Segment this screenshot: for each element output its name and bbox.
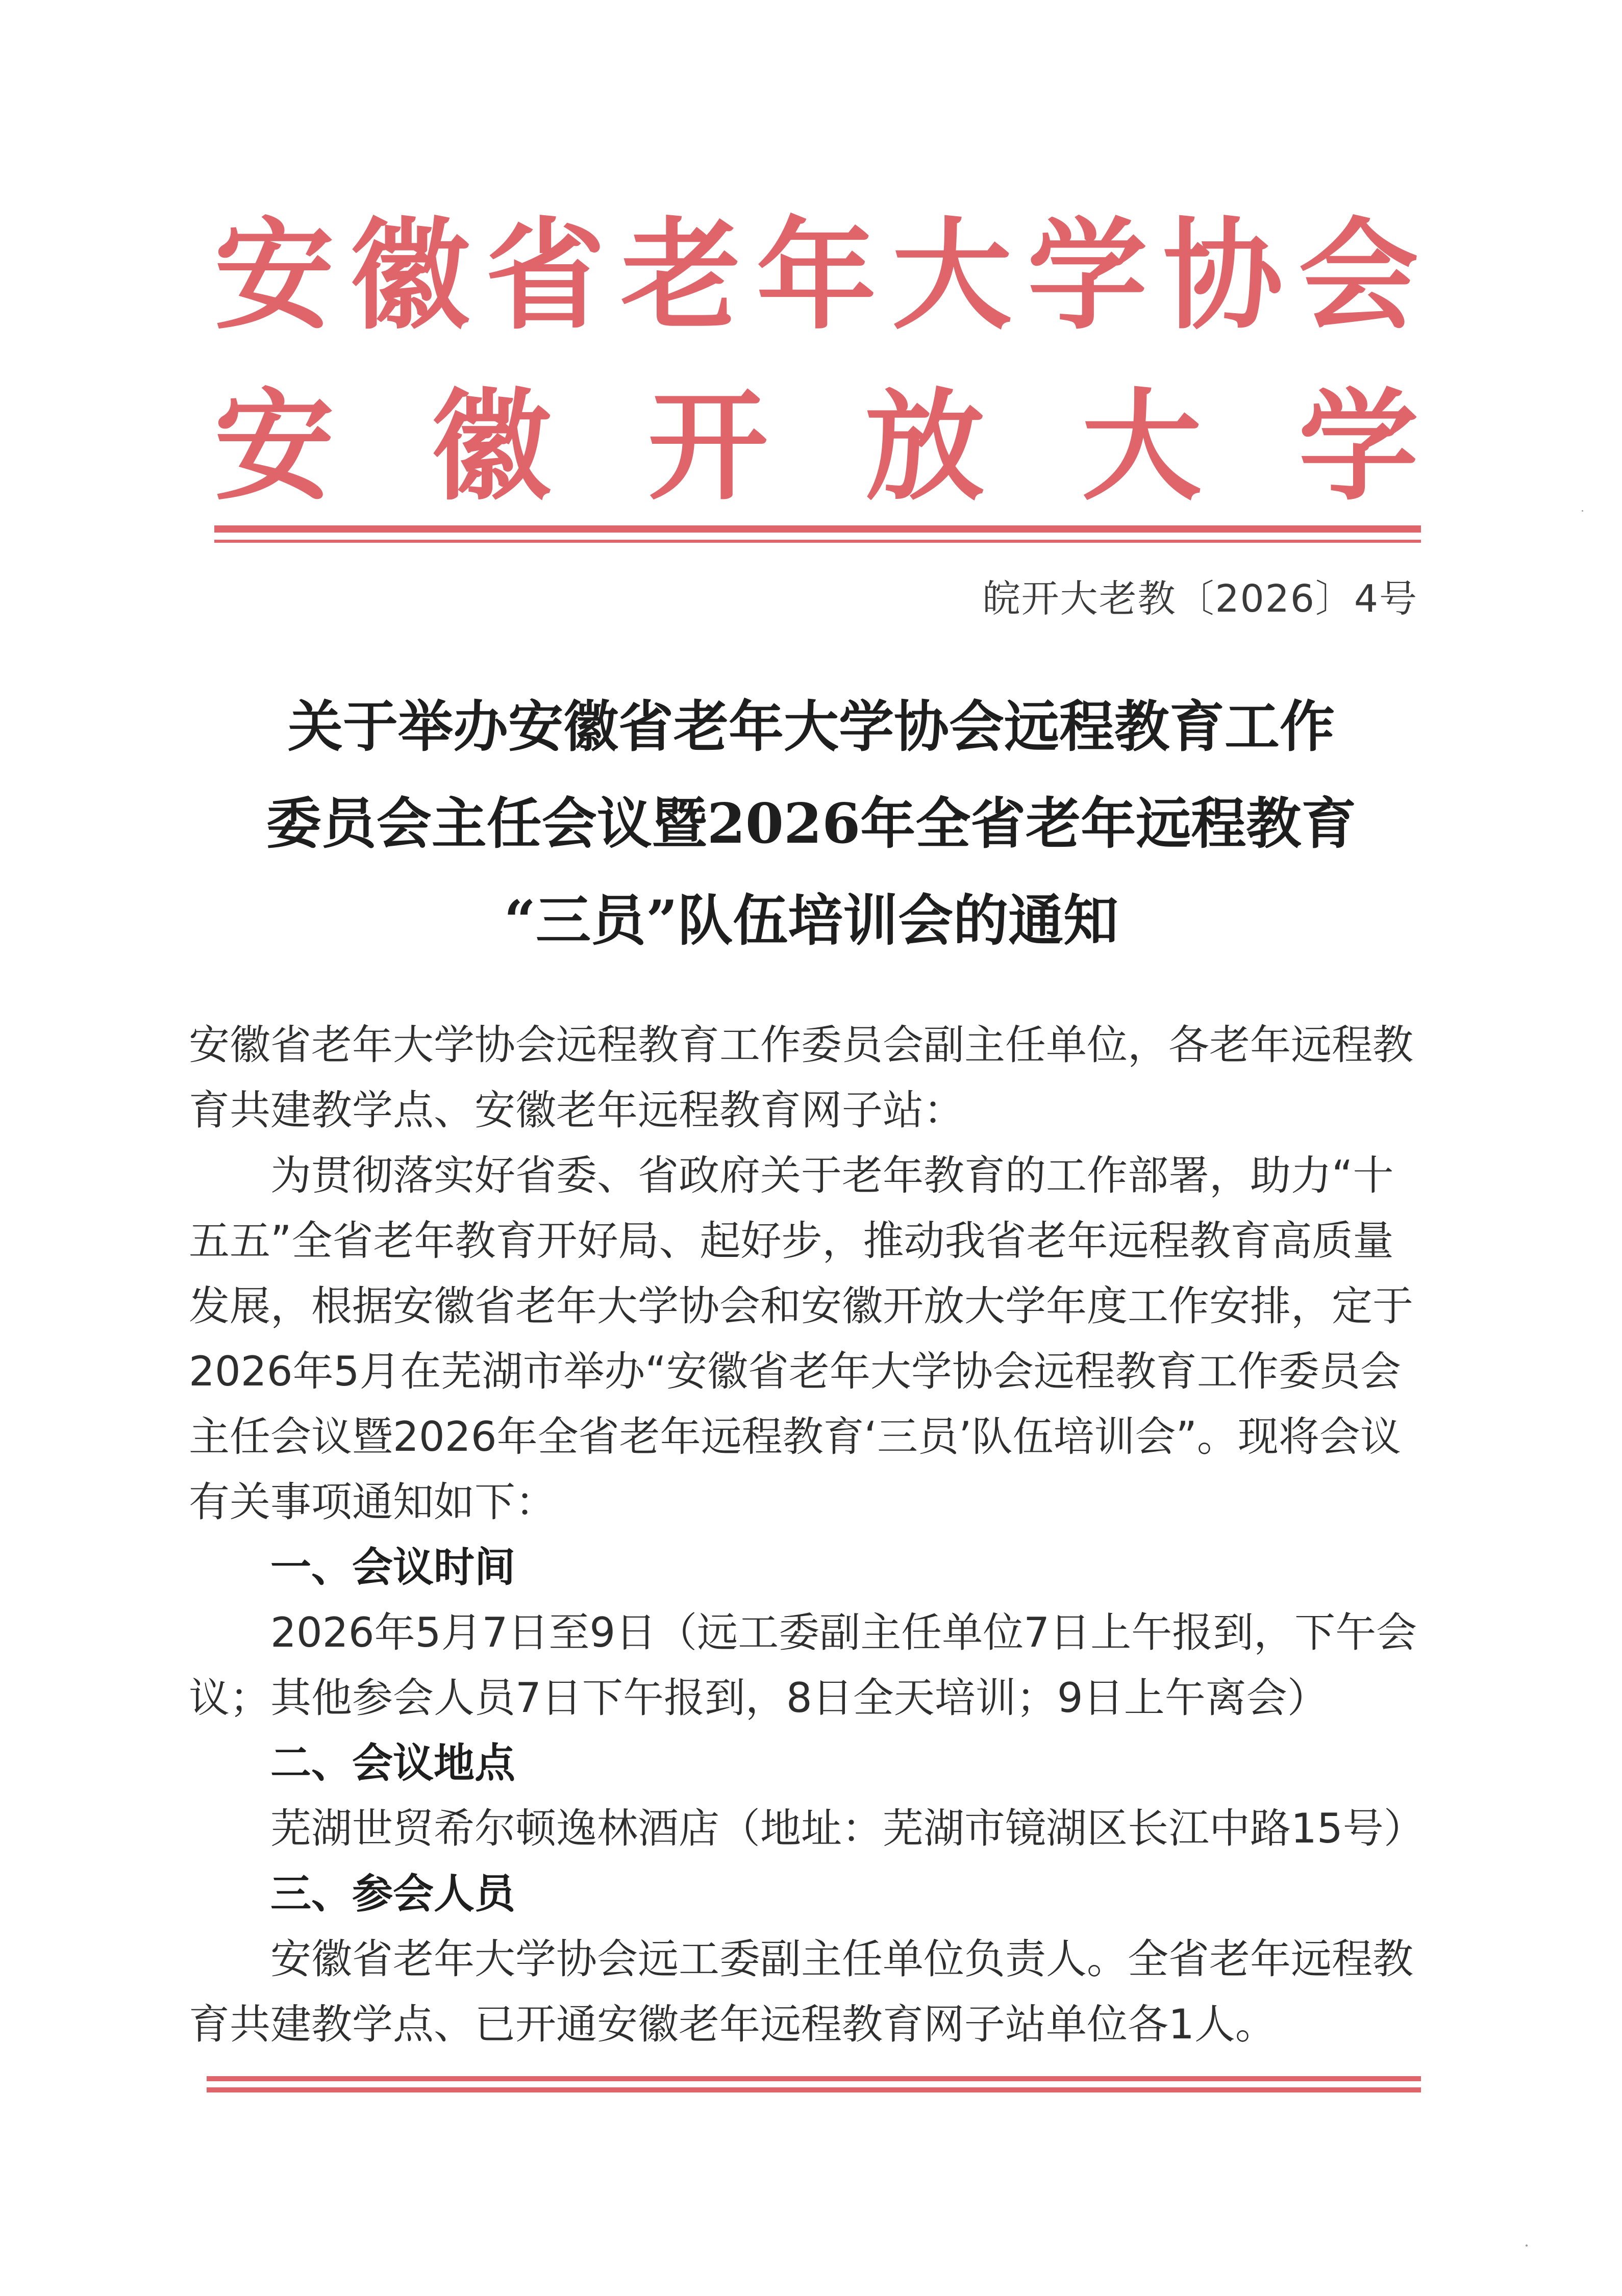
masthead-char: 年	[756, 205, 877, 346]
addressee: 安徽省老年大学协会远程教育工作委员会副主任单位，各老年远程教育共建教学点、安徽老年远程教育网子站：	[189, 1021, 1413, 1134]
masthead-divider-thick	[214, 525, 1421, 533]
masthead-line-2	[214, 376, 1418, 517]
body-text	[189, 1013, 1434, 2057]
scan-speck	[1526, 2244, 1528, 2247]
document-number: 皖开大老教〔2026〕4号	[982, 577, 1418, 621]
masthead-char: 会	[1299, 205, 1418, 346]
footer-divider-bottom	[207, 2087, 1421, 2092]
masthead-char: 安	[214, 205, 334, 346]
title-line-2: 委员会主任会议暨2026年全省老年远程教育	[266, 792, 1357, 856]
masthead-char: 放	[865, 376, 985, 517]
masthead-divider-thin	[214, 540, 1421, 543]
masthead-char: 老	[620, 205, 741, 346]
masthead-char: 学	[1299, 376, 1418, 517]
section-content-location: 芜湖世贸希尔顿逸林酒店（地址：芜湖市镜湖区长江中路15号）	[270, 1805, 1425, 1852]
section-content-attendees: 安徽省老年大学协会远工委副主任单位负责人。全省老年远程教育共建教学点、已开通安徽老年远程教育网子站单位各1人。	[189, 1935, 1413, 2048]
masthead-char: 安	[214, 376, 334, 517]
scan-speck	[1582, 510, 1583, 512]
intro-paragraph: 为贯彻落实好省委、省政府关于老年教育的工作部署，助力“十五五”全省老年教育开好局、起好步，推动我省老年远程教育高质量发展，根据安徽省老年大学协会和安徽开放大学年度工作安排，定于2026年5月在芜湖市举办“安徽省老年大学协会远程教育工作委员会主任会议暨2026年全省老年远程教育‘三员’队伍培训会”。现将会议有关事项通知如下：	[189, 1152, 1413, 1526]
title-line-3: “三员”队伍培训会的通知	[504, 889, 1119, 953]
masthead-char: 开	[648, 376, 768, 517]
masthead-char: 协	[1163, 205, 1283, 346]
section-heading-location: 二、会议地点	[270, 1739, 515, 1787]
title-line-1: 关于举办安徽省老年大学协会远程教育工作	[287, 695, 1335, 759]
masthead-line-1	[214, 205, 1418, 346]
masthead-char: 徽	[350, 205, 470, 346]
section-heading-time: 一、会议时间	[270, 1544, 515, 1591]
masthead-char: 大	[892, 205, 1012, 346]
masthead-char: 学	[1027, 205, 1147, 346]
section-heading-attendees: 三、参会人员	[270, 1870, 515, 1917]
masthead-char: 省	[485, 205, 606, 346]
masthead-char: 徽	[431, 376, 551, 517]
footer-divider-top	[207, 2076, 1421, 2081]
masthead-char: 大	[1082, 376, 1202, 517]
section-content-time: 2026年5月7日至9日（远工委副主任单位7日上午报到，下午会议；其他参会人员7日下午报到，8日全天培训；9日上午离会）	[189, 1609, 1417, 1722]
